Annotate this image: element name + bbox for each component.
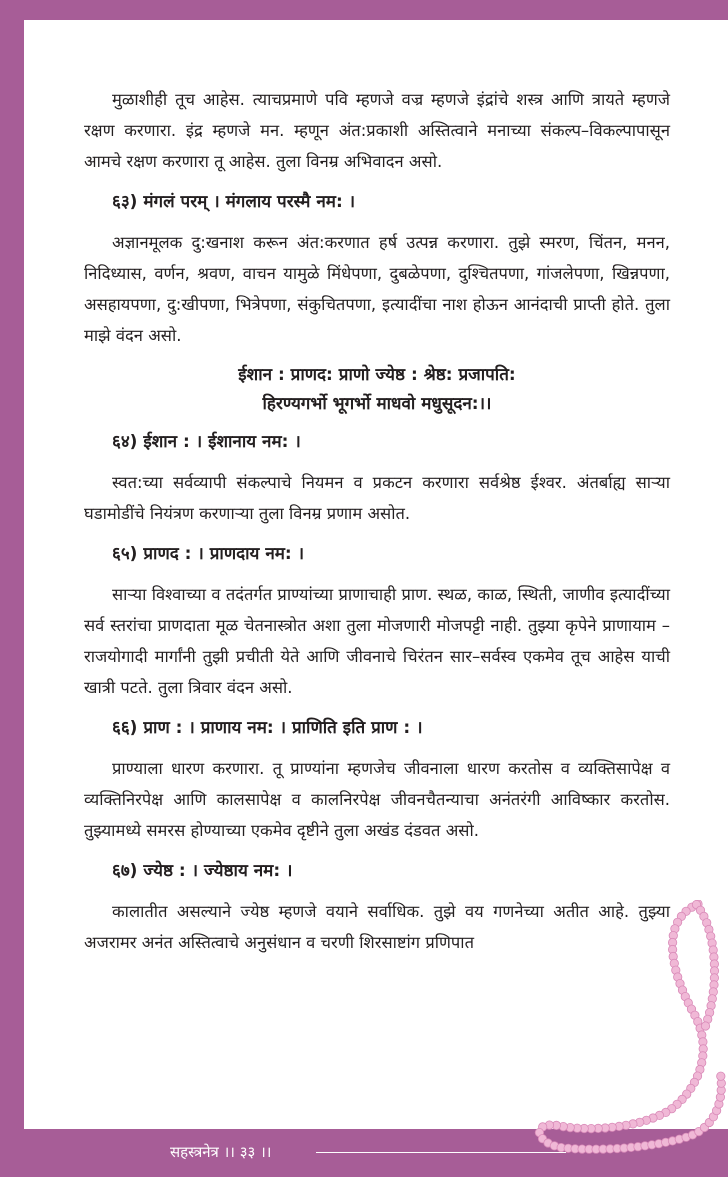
paragraph-intro: मुळाशीही तूच आहेस. त्याचप्रमाणे पवि म्हणजे वज्र म्हणजे इंद्रांचे शस्त्र आणि त्रायते म्हणजे रक्षण करणारा. इंद्र म्हणजे मन. म्हणून अंत:प्रकाशी अस्तित्वाने मनाच्या संकल्प–विकल्पापासून आमचे रक्षण करणारा तू आहेस. तुला विनम्र अभिवादन असो.: [84, 90, 670, 171]
heading-67: ६७) ज्येष्ठ : । ज्येष्ठाय नम: ।: [112, 861, 293, 881]
footer: [0, 1129, 728, 1177]
pearl-bead: [701, 1022, 709, 1030]
paragraph-67: कालातीत असल्याने ज्येष्ठ म्हणजे वयाने सर्वाधिक. तुझे वय गणनेच्या अतीत आहे. तुझ्या अजरामर अनंत अस्तित्वाचे अनुसंधान व चरणी शिरसाष्टांग प्रणिपात: [84, 902, 670, 952]
page-number-footer: सहस्त्रनेत्र ।। ३३ ।।: [170, 1143, 272, 1161]
paragraph-65: साऱ्या विश्वाच्या व तदंतर्गत प्राण्यांच्या प्राणाचाही प्राण. स्थळ, काळ, स्थिती, जाणीव इत्यादींच्या सर्व स्तरांचा प्राणदाता मूळ चेतनास्त्रोत अशा तुला मोजणारी मोजपट्टी नाही. तुझ्या कृपेने प्राणायाम –राजयोगादी मार्गांनी तुझी प्रचीती येते आणि जीवनाचे चिरंतन सार–सर्वस्व एकमेव तूच आहेस याची खात्री पटते. तुला त्रिवार वंदन असो.: [84, 585, 670, 697]
page-content: [84, 84, 670, 968]
shloka-line-1: ईशान : प्राणद: प्राणो ज्येष्ठ : श्रेष्ठ: प्रजापति:: [238, 365, 516, 385]
paragraph-63: अज्ञानमूलक दु:खनाश करून अंत:करणात हर्ष उत्पन्न करणारा. तुझे स्मरण, चिंतन, मनन, निदिध्यास, वर्णन, श्रवण, वाचन यामुळे मिंधेपणा, दुबळेपणा, दुश्चितपणा, गांजलेपणा, खिन्नपणा, असहायपणा, दु:खीपणा, भित्रेपणा, संकुचितपणा, इत्यादींचा नाश होऊन आनंदाची प्राप्ती होते. तुला माझे वंदन असो.: [84, 233, 670, 345]
heading-65: ६५) प्राणद : । प्राणदाय नम: ।: [112, 544, 305, 564]
footer-rule: [316, 1152, 566, 1153]
paragraph-66: प्राण्याला धारण करणारा. तू प्राण्यांना म्हणजेच जीवनाला धारण करतोस व व्यक्तिसापेक्ष व व्यक्तिनिरपेक्ष आणि कालसापेक्ष व कालनिरपेक्ष जीवनचैतन्याचा अनंतरंगी आविष्कार करतोस. तुझ्यामध्ये समरस होण्याच्या एकमेव दृष्टीने तुला अखंड दंडवत असो.: [84, 759, 670, 840]
paragraph-64: स्वत:च्या सर्वव्यापी संकल्पाचे नियमन व प्रकटन करणारा सर्वश्रेष्ठ ईश्वर. अंतर्बाह्य साऱ्या घडामोडींचे नियंत्रण करणाऱ्या तुला विनम्र प्रणाम असोत.: [84, 473, 670, 523]
heading-66: ६६) प्राण : । प्राणाय नम: । प्राणिति इति प्राण : ।: [112, 718, 423, 738]
heading-63: ६३) मंगलं परम् । मंगलाय परस्मै नम: ।: [112, 192, 356, 212]
pearl-bead: [717, 1072, 725, 1080]
shloka-line-2: हिरण्यगर्भो भूगर्भो माधवो मधुसूदन:।।: [262, 394, 492, 414]
heading-64: ६४) ईशान : । ईशानाय नम: ।: [112, 432, 301, 452]
shloka: [84, 361, 670, 419]
